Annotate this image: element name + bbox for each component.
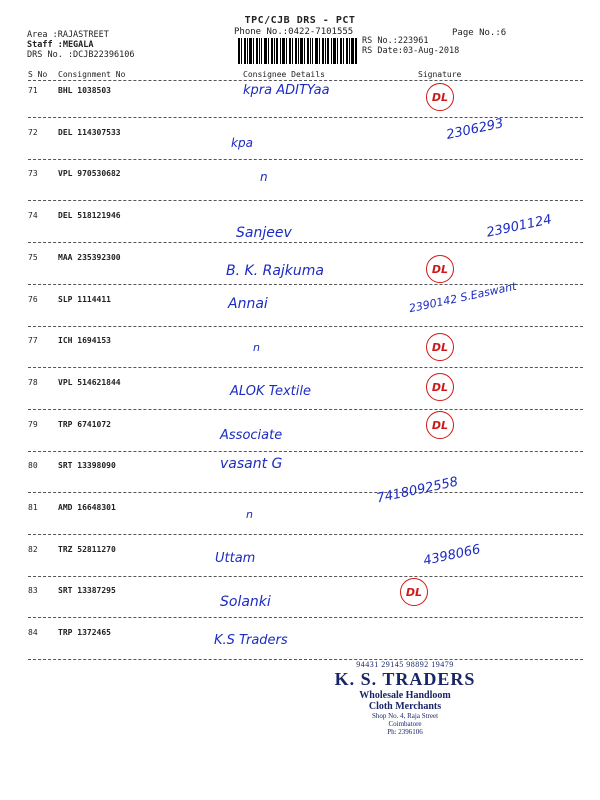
row-sno: 78	[28, 378, 38, 387]
row-divider	[28, 451, 583, 452]
col-sno: S No	[28, 70, 48, 79]
row-signature-handwriting: 7418092558	[375, 474, 460, 507]
row-consignment-no: SRT 13387295	[58, 586, 116, 595]
row-sno: 80	[28, 461, 38, 470]
table-row	[28, 542, 583, 586]
header-phone: Phone No.:0422-7101555	[234, 27, 354, 37]
drs-number: DRS No. :DCJB22396106	[27, 50, 135, 60]
row-consignee-handwriting: n	[253, 341, 260, 354]
row-consignment-no: DEL 114307533	[58, 128, 121, 137]
row-divider	[28, 159, 583, 160]
row-consignee-handwriting: K.S Traders	[214, 633, 288, 648]
area-label: Area :RAJASTREET	[27, 30, 109, 40]
row-consignment-no: AMD 16648301	[58, 503, 116, 512]
row-delivered-mark: DL	[426, 255, 454, 283]
header-right	[362, 36, 459, 56]
table-row	[28, 336, 583, 377]
row-signature-handwriting: 2306293	[445, 116, 505, 143]
stamp-phones: 94431 29145 98892 19479	[356, 660, 454, 669]
staff-label: Staff :MEGALA	[27, 40, 94, 50]
table-row	[28, 116, 583, 169]
row-consignment-no: TRP 6741072	[58, 420, 111, 429]
row-sno: 81	[28, 503, 38, 512]
col-consignment: Consignment No	[58, 70, 126, 79]
table-row	[28, 456, 583, 502]
row-consignee-handwriting: B. K. Rajkuma	[226, 263, 324, 279]
rs-date: RS Date:03-Aug-2018	[362, 46, 460, 56]
row-consignee-handwriting: n	[260, 170, 268, 184]
row-consignee-handwriting: Uttam	[215, 551, 256, 566]
row-divider	[28, 326, 583, 327]
table-row	[28, 378, 583, 419]
row-divider	[28, 367, 583, 368]
row-consignment-no: DEL 518121946	[58, 211, 121, 220]
row-consignee-handwriting: kpra ADITYaa	[243, 83, 330, 98]
table-row	[28, 474, 583, 544]
row-sno: 75	[28, 253, 38, 262]
row-consignee-handwriting: kpa	[231, 136, 253, 150]
row-sno: 72	[28, 128, 38, 137]
row-consignment-no: MAA 235392300	[58, 253, 121, 262]
table-row	[28, 586, 583, 627]
stamp-line4: Shop No. 4, Raja Street	[371, 712, 439, 720]
row-divider	[28, 200, 583, 201]
barcode	[238, 38, 358, 64]
row-consignment-no: ICH 1694153	[58, 336, 111, 345]
row-consignment-no: TRZ 52811270	[58, 545, 116, 554]
company-stamp	[325, 660, 485, 755]
row-sno: 74	[28, 211, 38, 220]
row-consignment-no: TRP 1372465	[58, 628, 111, 637]
row-consignee-handwriting: Sanjeev	[236, 225, 292, 241]
table-row	[28, 279, 583, 336]
row-consignment-no: SRT 13398090	[58, 461, 116, 470]
row-consignment-no: VPL 514621844	[58, 378, 121, 387]
row-signature-handwriting: 2390142 S.Easwant	[407, 279, 518, 316]
row-consignee-handwriting: Associate	[220, 428, 283, 443]
header-rule	[28, 80, 583, 81]
row-consignee-handwriting: ALOK Textile	[230, 384, 311, 399]
row-delivered-mark: DL	[426, 411, 454, 439]
row-divider	[28, 576, 583, 577]
row-delivered-mark: DL	[426, 373, 454, 401]
row-divider	[28, 534, 583, 535]
row-signature-handwriting: 23901124	[485, 212, 554, 241]
row-divider	[28, 242, 583, 243]
header-title: TPC/CJB DRS - PCT	[244, 15, 356, 26]
row-sno: 83	[28, 586, 38, 595]
table-row	[28, 420, 583, 461]
row-consignment-no: VPL 970530682	[58, 169, 121, 178]
row-consignee-handwriting: Annai	[228, 296, 268, 312]
row-consignment-no: SLP 1114411	[58, 295, 111, 304]
col-consignee: Consignee Details	[243, 70, 325, 79]
stamp-line3: Cloth Merchants	[368, 701, 442, 712]
row-sno: 71	[28, 86, 38, 95]
row-consignment-no: BHL 1038503	[58, 86, 111, 95]
row-divider	[28, 409, 583, 410]
row-divider	[28, 659, 583, 660]
header-left	[27, 30, 134, 60]
row-consignee-handwriting: n	[246, 508, 253, 521]
row-consignee-handwriting: vasant G	[220, 456, 283, 472]
row-delivered-mark: DL	[426, 83, 454, 111]
stamp-line6: Ph: 2396106	[387, 728, 423, 736]
row-divider	[28, 617, 583, 618]
row-sno: 73	[28, 169, 38, 178]
table-row	[28, 169, 583, 210]
table-row	[28, 628, 583, 669]
table-row	[28, 211, 583, 252]
row-signature-handwriting: 4398066	[422, 542, 482, 569]
row-consignee-handwriting: Solanki	[220, 594, 271, 610]
stamp-line2: Wholesale Handloom	[359, 690, 451, 701]
stamp-line5: Coimbatore	[388, 720, 422, 728]
rs-number: RS No.:223961	[362, 36, 429, 46]
row-sno: 79	[28, 420, 38, 429]
stamp-name: K. S. TRADERS	[334, 669, 476, 689]
row-sno: 77	[28, 336, 38, 345]
row-sno: 84	[28, 628, 38, 637]
page-number: Page No.:6	[452, 28, 507, 38]
col-signature: Signature	[418, 70, 462, 79]
row-delivered-mark: DL	[400, 578, 428, 606]
row-sno: 82	[28, 545, 38, 554]
row-sno: 76	[28, 295, 38, 304]
row-delivered-mark: DL	[426, 333, 454, 361]
row-divider	[28, 492, 583, 493]
